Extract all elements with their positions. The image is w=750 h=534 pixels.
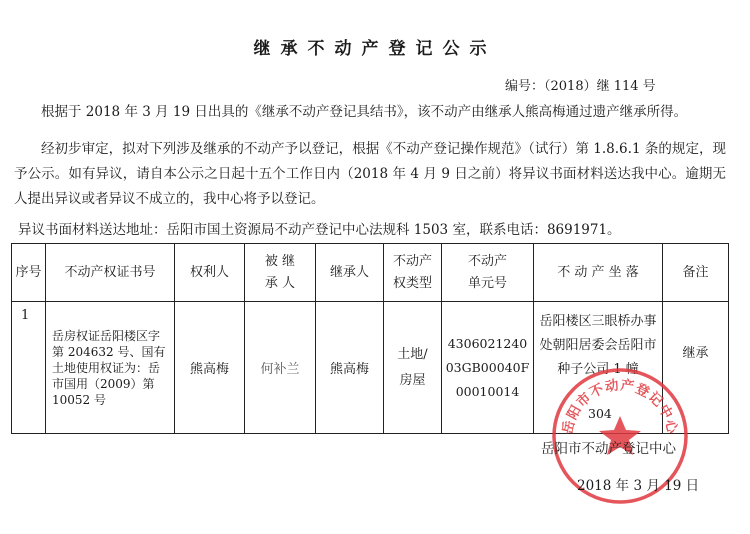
cell-cert: 岳房权证岳阳楼区字第 204632 号、国有土地使用权证为：岳市国用（2009）第 10052 号: [46, 302, 175, 434]
paragraph-review: 经初步审定，拟对下列涉及继承的不动产予以登记，根据《不动产登记操作规范》（试行）第 1.8.6.1 条的规定，现予公示。如有异议，请自本公示之日起十五个工作日内（2018 年 4 月 9 日之前）将异议书面材料送达我中心。逾期无人提出异议或者异议不成立的，我中心将予以登记。: [14, 141, 726, 207]
cell-no: 1: [12, 302, 46, 434]
header-type-line1: 不动产: [392, 253, 432, 269]
cell-location: 岳阳楼区三眼桥办事处朝阳居委会岳阳市种子公司 1 幢: [534, 302, 663, 434]
header-no: 序号: [12, 244, 46, 302]
cell-heir: 熊高梅: [316, 302, 384, 434]
cell-unit-line1: 4306021240: [447, 335, 528, 351]
signature-organization: 岳阳市不动产登记中心: [541, 441, 676, 457]
header-unit-line1: 不动产: [467, 253, 507, 269]
header-location: 不 动 产 坐 落: [534, 244, 663, 302]
cell-type-line2: 房屋: [399, 372, 426, 388]
header-unit-line2: 单元号: [467, 275, 507, 291]
cell-unit: [442, 302, 534, 434]
table-header-row: [12, 244, 729, 302]
cell-unit-line2: 03GB00040F: [445, 359, 530, 375]
header-holder: 权利人: [175, 244, 245, 302]
page-title: 继承不动产登记公示: [253, 39, 497, 59]
objection-address: 异议书面材料送达地址：岳阳市国土资源局不动产登记中心法规科 1503 室，联系电话：8691971。: [18, 222, 621, 238]
header-heir: 继承人: [316, 244, 384, 302]
cell-note: 继承: [663, 302, 729, 434]
header-decedent: [245, 244, 316, 302]
header-cert: 不动产权证书号: [46, 244, 175, 302]
cell-holder: 熊高梅: [175, 302, 245, 434]
cell-unit-line3: 00010014: [455, 383, 520, 399]
header-note: 备注: [663, 244, 729, 302]
header-decedent-line2: 承 人: [264, 275, 296, 291]
location-overflow-text: 304: [588, 406, 612, 421]
document-number: 编号：（2018）继 114 号: [505, 79, 656, 94]
header-type-line2: 权类型: [392, 275, 432, 291]
signature-date: 2018 年 3 月 19 日: [577, 478, 700, 494]
seal-text-path: 岳阳市不动产登记中心: [559, 377, 681, 436]
cell-type-line1: 土地/: [397, 346, 428, 362]
cell-type: [384, 302, 442, 434]
header-decedent-line1: 被 继: [264, 253, 296, 269]
header-unit: [442, 244, 534, 302]
cell-decedent: 何补兰: [245, 302, 316, 434]
header-type: [384, 244, 442, 302]
paragraph-basis: 根据于 2018 年 3 月 19 日出具的《继承不动产登记具结书》，该不动产由继承人熊高梅通过遗产继承所得。: [41, 104, 688, 120]
